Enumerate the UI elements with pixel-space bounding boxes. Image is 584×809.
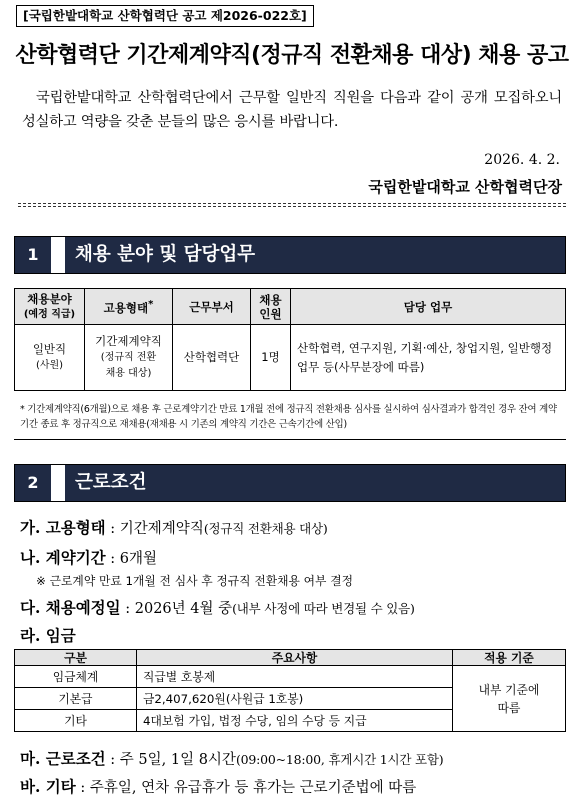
other-label: 바. 기타 [20,777,76,796]
wage-row-value: 4대보험 가입, 법정 수당, 임의 수당 등 지급 [137,710,453,732]
contract-period-value: 6개월 [119,551,158,567]
header-divider [18,203,566,207]
wage-row-value: 금2,407,620원(사원급 1호봉) [137,688,453,710]
section-1-footnote: * 기간제계약직(6개월)으로 채용 후 근로계약기간 만료 1개월 전에 정규직 전환채용 심사를 실시하여 심사결과가 합격인 경우 잔여 계약기간 종료 후 정규직으로 재채용(재채용 시 기존의 계약직 기간은 근속기간에 산입) [14,398,566,440]
wage-header-category: 구분 [15,650,137,666]
section-1-title: 채용 분야 및 담당업무 [65,237,565,273]
wage-apply-criteria: 내부 기준에 따름 [453,666,566,732]
start-date-value: 2026년 4월 중 [134,601,233,617]
start-date-label: 다. 채용예정일 [20,598,121,617]
notice-number: [국립한밭대학교 산학협력단 공고 제2026-022호] [16,5,314,27]
wage-table-header-row [15,650,566,666]
header-employment-type: 고용형태* [85,289,173,325]
employment-type-label: 가. 고용형태 [20,518,106,537]
cell-employment-type: 기간제계약직 (정규직 전환 채용 대상) [85,325,173,391]
cell-duties: 산학협력, 연구지원, 기획·예산, 창업지원, 일반행정 업무 등(사무분장에 따름) [291,325,566,391]
contract-period-label: 나. 계약기간 [20,548,106,567]
start-date-line: 다. 채용예정일 : 2026년 4월 중(내부 사정에 따라 변경될 수 있음) [20,598,415,617]
wage-label: 라. 임금 [20,626,76,645]
other-line: 바. 기타 : 주휴일, 연차 유급휴가 등 휴가는 근로기준법에 따름 [20,777,417,796]
section-2-title: 근로조건 [65,465,565,501]
page-title: 산학협력단 기간제계약직(정규직 전환채용 대상) 채용 공고 [15,43,569,68]
wage-header-criteria: 적용 기준 [453,650,566,666]
notice-date: 2026. 4. 2. [484,152,560,168]
wage-row-label: 기본급 [15,688,137,710]
header-department: 근무부서 [173,289,251,325]
recruitment-table [14,288,566,391]
cell-headcount: 1명 [251,325,291,391]
intro-paragraph: 국립한밭대학교 산학협력단에서 근무할 일반직 직원을 다음과 같이 공개 모집하오니 성실하고 역량을 갖춘 분들의 많은 응시를 바랍니다. [22,90,562,130]
employment-type-line: 가. 고용형태 : 기간제계약직(정규직 전환채용 대상) [20,518,328,537]
section-1-header [14,236,566,274]
section-2-number: 2 [15,465,51,501]
table-row [15,325,566,391]
work-conditions-value: 주 5일, 1일 8시간 [119,752,236,768]
wage-row-label: 기타 [15,710,137,732]
wage-row-value: 직급별 호봉제 [137,666,453,688]
recruitment-table-header-row [15,289,566,325]
section-1-number: 1 [15,237,51,273]
employment-type-value: 기간제계약직 [119,521,204,537]
wage-line [20,624,76,646]
other-value: 주휴일, 연차 유급휴가 등 휴가는 근로기준법에 따름 [89,780,417,796]
issuing-organization: 국립한밭대학교 산학협력단장 [368,178,562,196]
cell-field: 일반직 (사원) [15,325,85,391]
table-row [15,666,566,688]
wage-table [14,649,566,732]
contract-period-line: 나. 계약기간 : 6개월 [20,548,158,567]
cell-department: 산학협력단 [173,325,251,391]
section-2-header [14,464,566,502]
header-duties: 담당 업무 [291,289,566,325]
wage-header-details: 주요사항 [137,650,453,666]
work-conditions-line: 마. 근로조건 : 주 5일, 1일 8시간(09:00~18:00, 휴게시간 1시간 포함) [20,749,444,768]
work-conditions-label: 마. 근로조건 [20,749,106,768]
wage-row-label: 임금체계 [15,666,137,688]
contract-period-note: ※ 근로계약 만료 1개월 전 심사 후 정규직 전환채용 여부 결정 [36,574,353,588]
header-headcount: 채용 인원 [251,289,291,325]
header-field: 채용분야 (예정 직급) [15,289,85,325]
